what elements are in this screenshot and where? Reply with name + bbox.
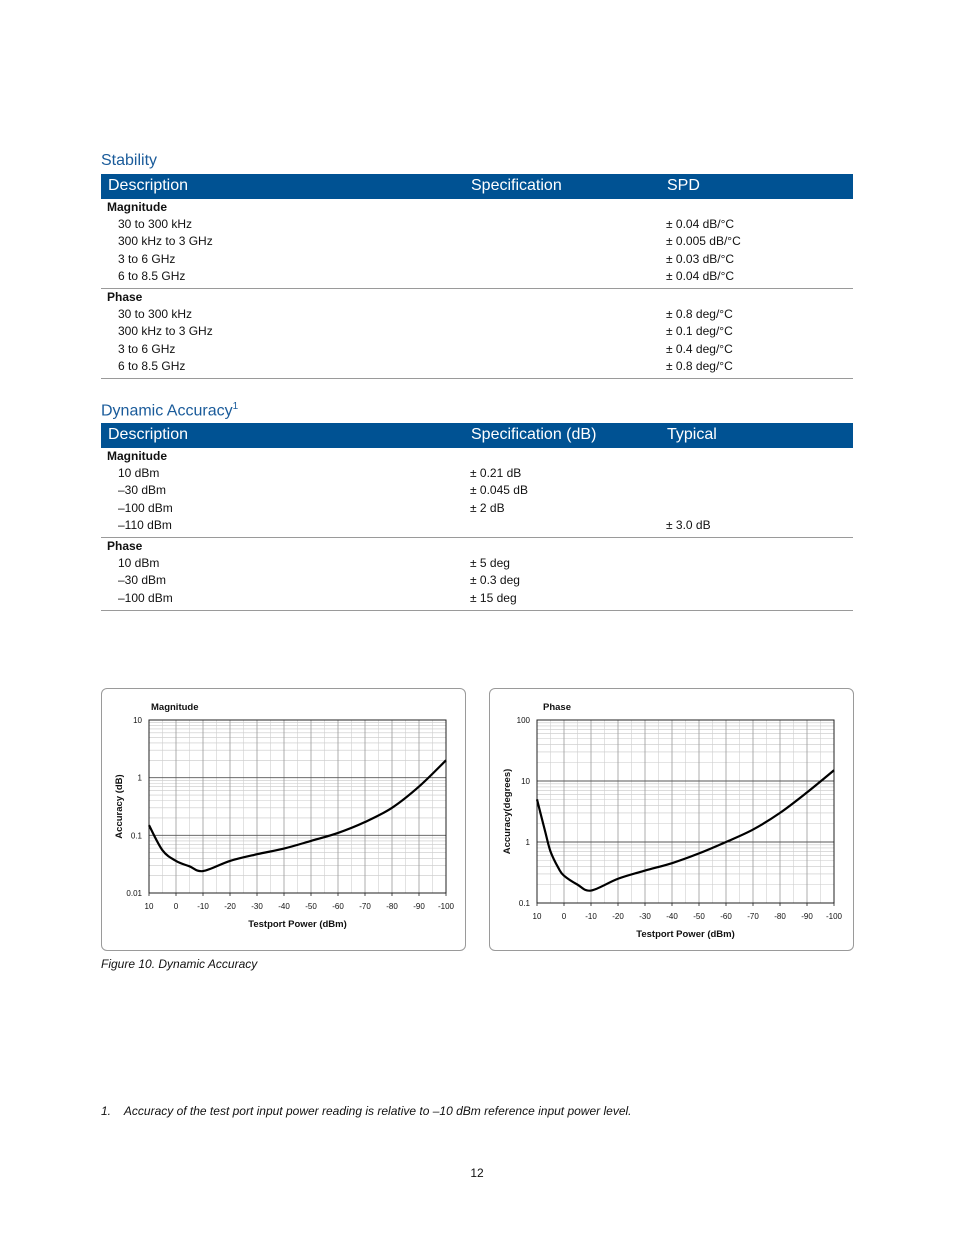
- header-description: Description: [108, 177, 189, 194]
- cell-value: ± 0.4 deg/°C: [666, 341, 733, 356]
- chart-title: Phase: [543, 702, 571, 713]
- cell-value: ± 0.03 dB/°C: [666, 251, 735, 266]
- magnitude-chart-svg: [102, 689, 465, 950]
- y-tick-label: 0.1: [130, 831, 142, 841]
- x-tick-label: -30: [639, 912, 651, 921]
- group-label: Phase: [107, 290, 143, 305]
- cell-description: 3 to 6 GHz: [118, 251, 176, 266]
- footnote-number: 1.: [101, 1104, 112, 1118]
- x-tick-label: -70: [359, 902, 371, 911]
- cell-description: 10 dBm: [118, 556, 160, 571]
- cell-value: ± 0.8 deg/°C: [666, 307, 733, 322]
- table-row: [101, 216, 853, 233]
- x-tick-label: -80: [774, 912, 786, 921]
- cell-specification: ± 15 deg: [470, 590, 517, 605]
- cell-specification: ± 0.21 dB: [470, 466, 522, 480]
- cell-description: 30 to 300 kHz: [118, 217, 193, 231]
- y-axis-label: Accuracy (dB): [114, 774, 125, 839]
- header-specification: Specification (dB): [471, 426, 597, 443]
- table-row: [101, 517, 853, 534]
- chart-title: Magnitude: [151, 702, 199, 713]
- table-row: [101, 251, 853, 268]
- y-axis-label: Accuracy(degrees): [502, 768, 513, 855]
- x-axis-label: Testport Power (dBm): [636, 929, 735, 940]
- table-header: [101, 174, 853, 199]
- table-header: [101, 423, 853, 448]
- table-row: [101, 465, 853, 482]
- cell-value: ± 0.1 deg/°C: [666, 324, 733, 339]
- x-tick-label: -40: [278, 902, 290, 911]
- x-tick-label: 10: [532, 912, 542, 921]
- table-row: [101, 500, 853, 517]
- x-tick-label: 0: [561, 912, 567, 921]
- cell-description: 300 kHz to 3 GHz: [118, 234, 213, 249]
- cell-value: ± 0.005 dB/°C: [666, 234, 741, 249]
- x-tick-label: -50: [305, 902, 317, 911]
- stability-title: Stability: [101, 152, 158, 169]
- cell-description: –110 dBm: [118, 517, 172, 532]
- x-axis-label: Testport Power (dBm): [248, 919, 347, 930]
- cell-description: 10 dBm: [118, 466, 160, 480]
- group-label: Magnitude: [107, 449, 167, 463]
- cell-description: 6 to 8.5 GHz: [118, 359, 186, 374]
- cell-description: –100 dBm: [118, 590, 173, 605]
- figure-caption: Figure 10. Dynamic Accuracy: [101, 957, 258, 971]
- x-tick-label: -70: [747, 912, 759, 921]
- table-row: [101, 268, 853, 285]
- cell-specification: ± 2 dB: [470, 500, 505, 515]
- x-tick-label: 0: [173, 902, 179, 911]
- cell-description: 3 to 6 GHz: [118, 341, 176, 356]
- phase-chart: [489, 688, 854, 951]
- table-group: [101, 199, 853, 289]
- cell-value: ± 0.8 deg/°C: [666, 359, 733, 374]
- cell-description: –100 dBm: [118, 500, 173, 515]
- x-tick-label: -50: [693, 912, 705, 921]
- x-tick-label: -60: [720, 912, 732, 921]
- table-row: [101, 572, 853, 589]
- y-tick-label: 1: [525, 838, 530, 847]
- x-tick-label: -40: [666, 912, 678, 921]
- dynamic-accuracy-title: Dynamic Accuracy$^1$: [101, 401, 239, 420]
- cell-value: ± 3.0 dB: [666, 517, 711, 532]
- group-label: Phase: [107, 539, 143, 554]
- header-specification: Specification: [471, 177, 562, 194]
- footnote-text: Accuracy of the test port input power reading is relative to –10 dBm reference input power level.: [123, 1104, 632, 1118]
- cell-description: 6 to 8.5 GHz: [118, 268, 186, 283]
- group-label: Magnitude: [107, 200, 167, 214]
- table-row: [101, 555, 853, 572]
- table-row: [101, 358, 853, 375]
- header-spd: SPD: [667, 177, 700, 194]
- table-row: [101, 482, 853, 499]
- footnote-ref: 1: [232, 401, 239, 412]
- table-row: [101, 590, 853, 607]
- x-tick-label: -20: [224, 902, 236, 911]
- y-tick-label: 10: [133, 716, 142, 725]
- table-row: [101, 306, 853, 323]
- x-tick-label: -100: [825, 912, 843, 921]
- y-tick-label: 10: [521, 777, 530, 786]
- x-tick-label: -90: [801, 912, 813, 921]
- x-tick-label: -10: [585, 912, 597, 921]
- cell-description: 30 to 300 kHz: [118, 307, 193, 322]
- x-tick-label: -60: [332, 902, 344, 911]
- table-row: [101, 233, 853, 250]
- stability-table: [101, 174, 853, 379]
- y-tick-label: 0.01: [126, 889, 142, 898]
- cell-specification: ± 0.3 deg: [470, 573, 520, 588]
- x-tick-label: 10: [144, 902, 154, 911]
- page-number: 12: [470, 1166, 484, 1180]
- cell-description: –30 dBm: [118, 483, 167, 498]
- y-tick-label: 1: [137, 773, 142, 783]
- cell-description: –30 dBm: [118, 573, 167, 588]
- x-tick-label: -20: [612, 912, 624, 921]
- cell-value: ± 0.04 dB/°C: [666, 268, 735, 283]
- dynamic-accuracy-table: [101, 423, 853, 611]
- cell-value: ± 0.04 dB/°C: [666, 217, 735, 231]
- table-group: [101, 538, 853, 611]
- x-tick-label: -90: [413, 902, 425, 911]
- table-group: [101, 289, 853, 379]
- y-tick-label: 100: [516, 716, 530, 725]
- y-tick-label: 0.1: [518, 899, 530, 908]
- cell-specification: ± 5 deg: [470, 556, 510, 571]
- header-typical: Typical: [667, 426, 717, 443]
- cell-specification: ± 0.045 dB: [470, 483, 528, 498]
- table-row: [101, 341, 853, 358]
- header-description: Description: [108, 426, 189, 443]
- phase-chart-svg: [490, 689, 853, 950]
- footnote: [101, 1104, 632, 1118]
- table-row: [101, 323, 853, 340]
- magnitude-chart: [101, 688, 466, 951]
- x-tick-label: -100: [437, 902, 455, 911]
- cell-description: 300 kHz to 3 GHz: [118, 324, 213, 339]
- table-group: [101, 448, 853, 538]
- x-tick-label: -80: [386, 902, 398, 911]
- x-tick-label: -30: [251, 902, 263, 911]
- x-tick-label: -10: [197, 902, 209, 911]
